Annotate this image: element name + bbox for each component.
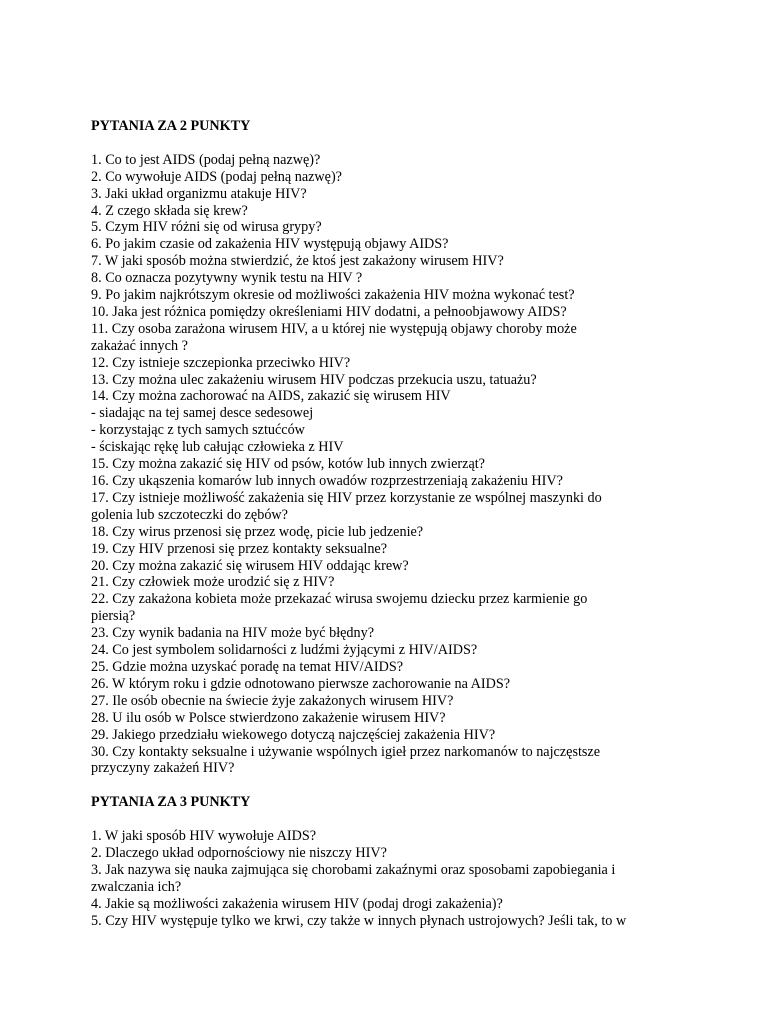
question-list-2-points [91, 152, 691, 778]
section-heading-3-points: PYTANIA ZA 3 PUNKTY [91, 794, 251, 811]
spacer [91, 811, 691, 828]
question-line: 21. Czy człowiek może urodzić się z HIV? [91, 574, 335, 591]
question-line: zwalczania ich? [91, 878, 182, 895]
question-line: 8. Co oznacza pozytywny wynik testu na HIV ? [91, 270, 363, 287]
question-line: 29. Jakiego przedziału wiekowego dotyczą najczęściej zakażenia HIV? [91, 726, 496, 743]
question-line: 22. Czy zakażona kobieta może przekazać wirusa swojemu dziecku przez karmienie go [91, 591, 588, 608]
question-line: 7. W jaki sposób można stwierdzić, że ktoś jest zakażony wirusem HIV? [91, 253, 504, 270]
question-line: 6. Po jakim czasie od zakażenia HIV występują objawy AIDS? [91, 236, 449, 253]
question-line: 13. Czy można ulec zakażeniu wirusem HIV podczas przekucia uszu, tatuażu? [91, 371, 537, 388]
question-line: 2. Co wywołuje AIDS (podaj pełną nazwę)? [91, 168, 342, 185]
spacer [91, 777, 691, 794]
question-list-3-points [91, 828, 691, 929]
document-page [91, 118, 691, 929]
question-line: 18. Czy wirus przenosi się przez wodę, picie lub jedzenie? [91, 523, 424, 540]
question-line: 25. Gdzie można uzyskać poradę na temat HIV/AIDS? [91, 658, 404, 675]
question-line: 3. Jak nazywa się nauka zajmująca się chorobami zakaźnymi oraz sposobami zapobiegania i [91, 861, 616, 878]
question-line: 12. Czy istnieje szczepionka przeciwko HIV? [91, 354, 351, 371]
question-line: piersią? [91, 608, 136, 625]
question-line: 17. Czy istnieje możliwość zakażenia się HIV przez korzystanie ze wspólnej maszynki do [91, 489, 602, 506]
question-line: 20. Czy można zakazić się wirusem HIV oddając krew? [91, 557, 409, 574]
question-line: golenia lub szczoteczki do zębów? [91, 506, 288, 523]
question-line: 30. Czy kontakty seksualne i używanie wspólnych igieł przez narkomanów to najczęstsze [91, 743, 601, 760]
section-heading-2-points: PYTANIA ZA 2 PUNKTY [91, 118, 251, 134]
question-line: 10. Jaka jest różnica pomiędzy określeniami HIV dodatni, a pełnoobjawowy AIDS? [91, 303, 567, 320]
question-line: 1. Co to jest AIDS (podaj pełną nazwę)? [91, 151, 321, 168]
question-line: 19. Czy HIV przenosi się przez kontakty seksualne? [91, 540, 388, 557]
question-line: 1. W jaki sposób HIV wywołuje AIDS? [91, 828, 317, 845]
question-line: zakażać innych ? [91, 337, 188, 354]
question-line: - korzystając z tych samych sztućców [91, 422, 305, 439]
question-line: 9. Po jakim najkrótszym okresie od możliwości zakażenia HIV można wykonać test? [91, 287, 575, 304]
spacer [91, 135, 691, 152]
question-line: 27. Ile osób obecnie na świecie żyje zakażonych wirusem HIV? [91, 692, 454, 709]
question-line: 4. Z czego składa się krew? [91, 202, 248, 219]
question-line: przyczyny zakażeń HIV? [91, 760, 235, 777]
question-line: 3. Jaki układ organizmu atakuje HIV? [91, 185, 307, 202]
question-line: 4. Jakie są możliwości zakażenia wirusem HIV (podaj drogi zakażenia)? [91, 895, 503, 912]
question-line: 23. Czy wynik badania na HIV może być błędny? [91, 625, 375, 642]
question-line: 5. Czy HIV występuje tylko we krwi, czy także w innych płynach ustrojowych? Jeśli tak, to w [91, 912, 627, 929]
question-line: - siadając na tej samej desce sedesowej [91, 405, 314, 422]
question-line: 14. Czy można zachorować na AIDS, zakazić się wirusem HIV [91, 388, 451, 405]
question-line: - ściskając rękę lub całując człowieka z HIV [91, 439, 344, 456]
question-line: 24. Co jest symbolem solidarności z ludźmi żyjącymi z HIV/AIDS? [91, 642, 478, 659]
question-line: 16. Czy ukąszenia komarów lub innych owadów rozprzestrzeniają zakażeniu HIV? [91, 473, 563, 490]
question-line: 2. Dlaczego układ odpornościowy nie niszczy HIV? [91, 844, 387, 861]
question-line: 26. W którym roku i gdzie odnotowano pierwsze zachorowanie na AIDS? [91, 675, 511, 692]
question-line: 15. Czy można zakazić się HIV od psów, kotów lub innych zwierząt? [91, 456, 485, 473]
question-line: 5. Czym HIV różni się od wirusa grypy? [91, 219, 322, 236]
question-line: 28. U ilu osób w Polsce stwierdzono zakażenie wirusem HIV? [91, 709, 446, 726]
question-line: 11. Czy osoba zarażona wirusem HIV, a u której nie występują objawy choroby może [91, 320, 577, 337]
